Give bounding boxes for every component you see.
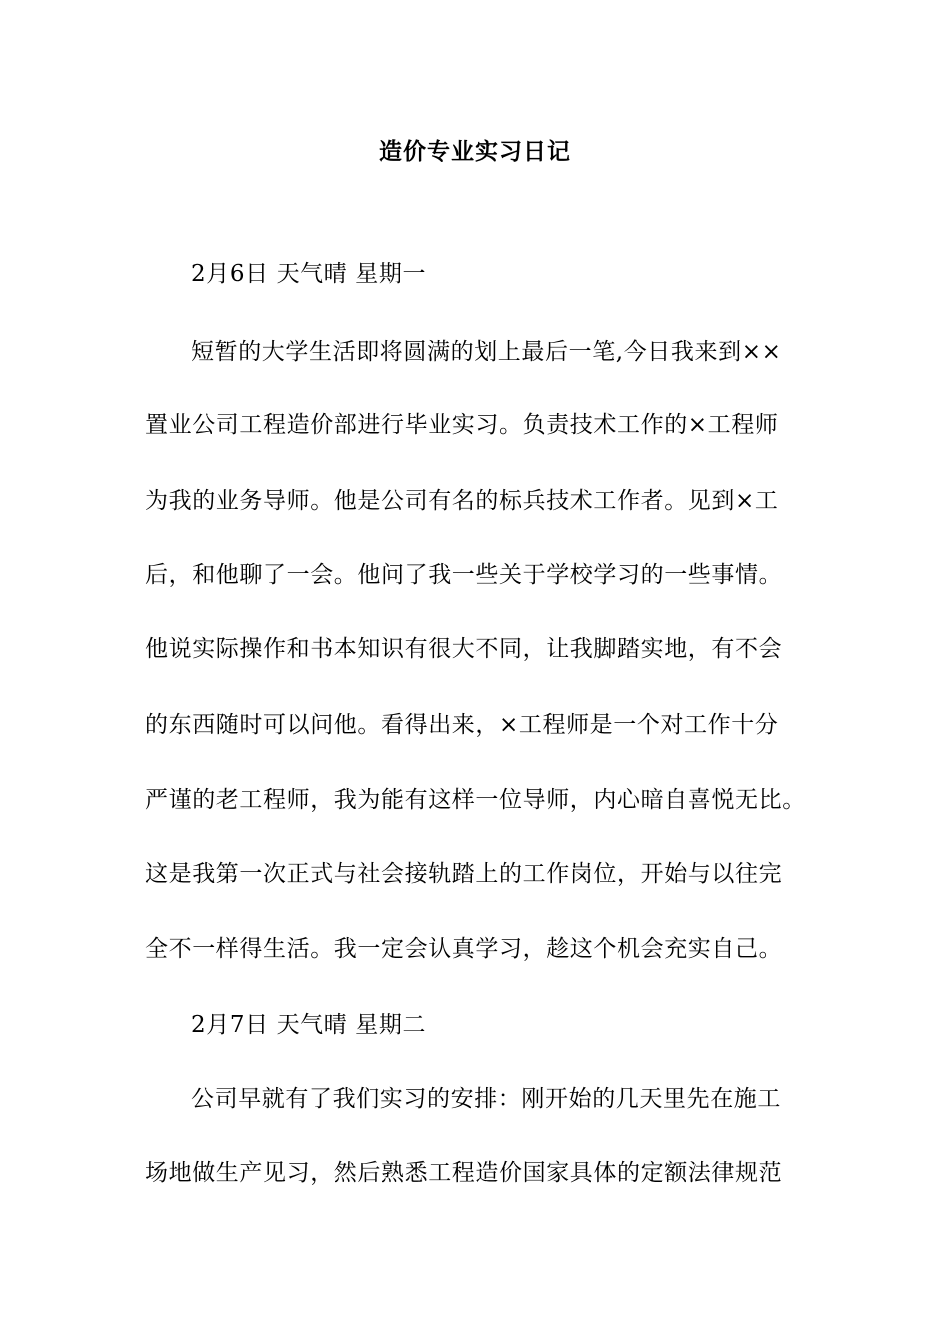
paragraph-line: 为我的业务导师。他是公司有名的标兵技术工作者。见到×工 <box>145 488 779 514</box>
paragraph-line: 严谨的老工程师，我为能有这样一位导师，内心暗自喜悦无比。 <box>145 787 806 813</box>
paragraph-line: 短暂的大学生活即将圆满的划上最后一笔,今日我来到×× <box>191 339 782 365</box>
paragraph-line: 的东西随时可以问他。看得出来，×工程师是一个对工作十分 <box>145 712 779 738</box>
paragraph-line: 他说实际操作和书本知识有很大不同，让我脚踏实地，有不会 <box>145 636 783 662</box>
paragraph-line: 置业公司工程造价部进行毕业实习。负责技术工作的×工程师 <box>145 412 779 438</box>
paragraph-line: 场地做生产见习，然后熟悉工程造价国家具体的定额法律规范 <box>145 1160 783 1186</box>
diary-date-heading: 2月6日 天气晴 星期一 <box>191 261 427 287</box>
paragraph-line: 后，和他聊了一会。他问了我一些关于学校学习的一些事情。 <box>145 562 783 588</box>
paragraph-line: 全不一样得生活。我一定会认真学习，趁这个机会充实自己。 <box>145 936 783 962</box>
diary-date-heading: 2月7日 天气晴 星期二 <box>191 1012 427 1038</box>
paragraph-line: 这是我第一次正式与社会接轨踏上的工作岗位，开始与以往完 <box>145 861 783 887</box>
document-title: 造价专业实习日记 <box>379 138 571 165</box>
paragraph-line: 公司早就有了我们实习的安排：刚开始的几天里先在施工 <box>191 1086 781 1112</box>
